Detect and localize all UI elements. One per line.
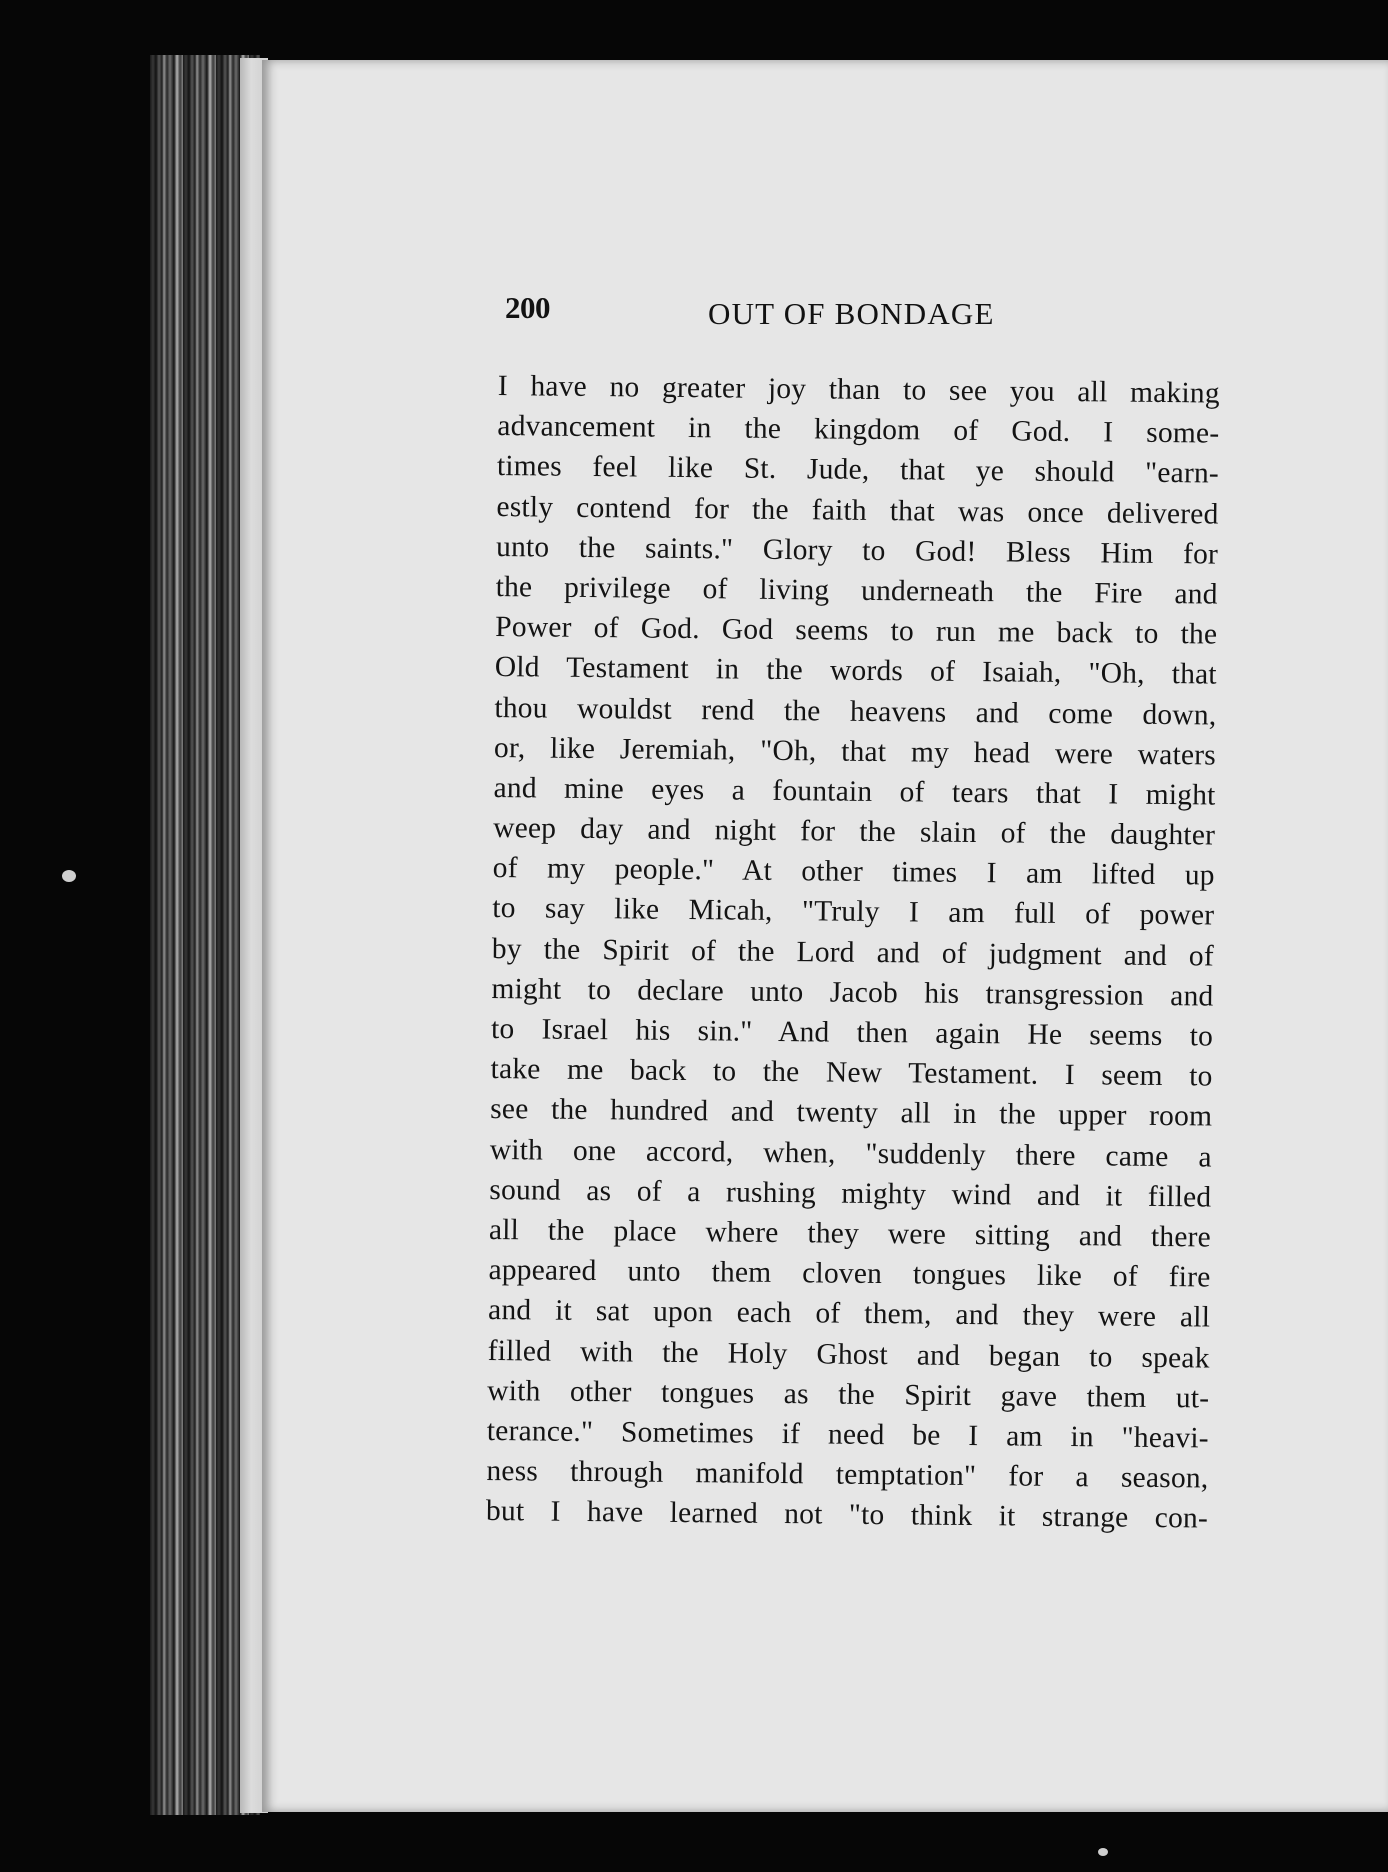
text-line: terance." Sometimes if need be I am in "heavi- bbox=[486, 1414, 1209, 1455]
text-line: sound as of a rushing mighty wind and it filled bbox=[489, 1173, 1212, 1214]
text-line: Power of God. God seems to run me back to the bbox=[495, 611, 1218, 651]
text-line: and it sat upon each of them, and they were all bbox=[487, 1294, 1211, 1334]
text-line: with one accord, when, "suddenly there came a bbox=[489, 1133, 1212, 1174]
text-line: Old Testament in the words of Isaiah, "Oh, that bbox=[494, 651, 1217, 691]
text-line: appeared unto them cloven tongues like of fire bbox=[488, 1254, 1211, 1294]
text-line: of my people." At other times I am lifted up bbox=[492, 852, 1215, 892]
running-title: OUT OF BONDAGE bbox=[708, 296, 995, 331]
text-line: see the hundred and twenty all in the upper room bbox=[490, 1093, 1213, 1133]
text-line: advancement in the kingdom of God. I some- bbox=[497, 410, 1220, 450]
text-line: ness through manifold temptation" for a season, bbox=[486, 1455, 1209, 1495]
text-line: with other tongues as the Spirit gave them ut- bbox=[487, 1374, 1210, 1415]
text-line: unto the saints." Glory to God! Bless Him for bbox=[495, 530, 1219, 571]
page-header bbox=[505, 290, 1225, 338]
text-line: and mine eyes a fountain of tears that I might bbox=[493, 771, 1216, 812]
text-line: might to declare unto Jacob his transgression and bbox=[491, 972, 1214, 1013]
page-number: 200 bbox=[505, 290, 550, 325]
dust-speck bbox=[62, 870, 76, 882]
text-line: to Israel his sin." And then again He seems to bbox=[490, 1012, 1214, 1053]
dust-speck bbox=[1098, 1848, 1108, 1856]
text-line: times feel like St. Jude, that ye should "earn- bbox=[496, 450, 1220, 490]
text-line: estly contend for the faith that was once delivered bbox=[496, 490, 1219, 531]
text-line: or, like Jeremiah, "Oh, that my head were waters bbox=[493, 731, 1217, 772]
text-line: I have no greater joy than to see you all making bbox=[497, 369, 1220, 410]
text-line: but I have learned not "to think it strange con- bbox=[485, 1495, 1209, 1535]
text-line: the privilege of living underneath the Fire and bbox=[495, 570, 1218, 611]
text-line: thou wouldst rend the heavens and come down, bbox=[494, 691, 1217, 732]
text-line: filled with the Holy Ghost and began to speak bbox=[487, 1334, 1210, 1375]
text-line: weep day and night for the slain of the daughter bbox=[492, 812, 1216, 852]
text-line: take me back to the New Testament. I seem to bbox=[490, 1053, 1213, 1093]
text-line: to say like Micah, "Truly I am full of power bbox=[492, 892, 1215, 932]
body-text bbox=[486, 366, 1220, 1539]
text-line: all the place where they were sitting and there bbox=[488, 1213, 1212, 1254]
text-line: by the Spirit of the Lord and of judgment and of bbox=[491, 932, 1215, 973]
